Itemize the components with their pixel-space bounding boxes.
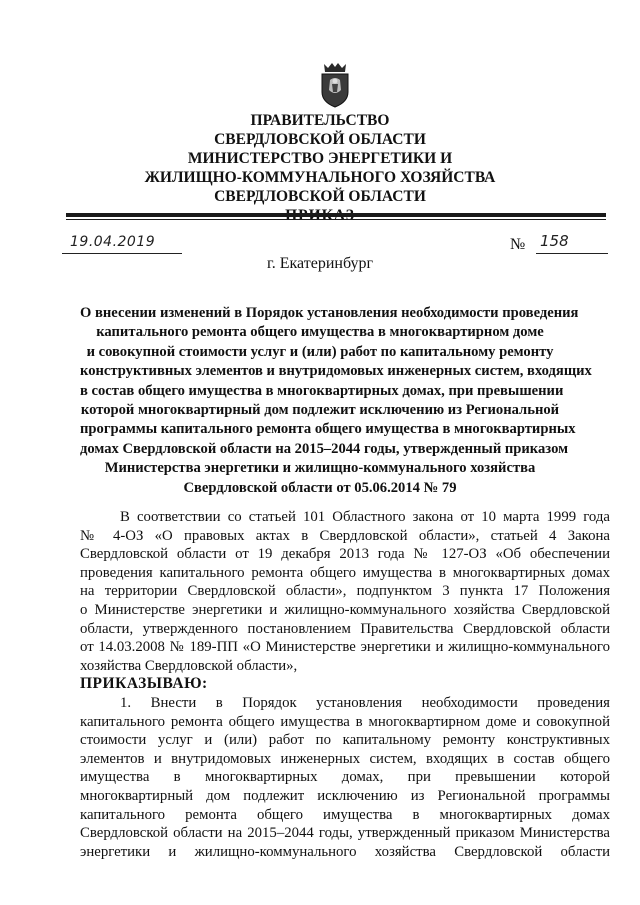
order-title	[80, 304, 592, 498]
body-line: области, утвержденного постановлением Правительства Свердловской области	[80, 620, 610, 637]
number-sign: №	[510, 236, 526, 253]
body-line: № 4-ОЗ «О правовых актах в Свердловской области», статьей 4 Закона	[80, 527, 610, 544]
body-line: Свердловской области от 19 декабря 2013 года № 127-ОЗ «Об обеспечении	[80, 546, 610, 563]
header-line-2: СВЕРДЛОВСКОЙ ОБЛАСТИ	[214, 131, 426, 148]
body-line: от 14.03.2008 № 189-ПП «О Министерстве энергетики и жилищно-коммунального	[80, 639, 610, 656]
title-line: в состав общего имущества в многоквартирных домах, при превышении	[80, 382, 564, 399]
header-divider-thin	[66, 219, 606, 220]
header-line-4: ЖИЛИЩНО-КОММУНАЛЬНОГО ХОЗЯЙСТВА	[144, 169, 496, 186]
header-divider-thick	[66, 213, 606, 217]
header-line-3: МИНИСТЕРСТВО ЭНЕРГЕТИКИ И	[187, 150, 453, 167]
issue-city: г. Екатеринбург	[266, 255, 374, 272]
title-line: Свердловской области от 05.06.2014 № 79	[183, 479, 457, 496]
item-1-paragraph	[80, 694, 610, 861]
coat-of-arms-emblem	[318, 62, 352, 108]
body-line: на территории Свердловской области», подпунктом 3 пункта 17 Положения	[80, 583, 610, 600]
body-line: имущества в многоквартирных домах, при превышении которой	[80, 769, 610, 786]
issuer-header	[0, 111, 640, 225]
title-line: О внесении изменений в Порядок установления необходимости проведения	[80, 305, 579, 321]
order-directive-word: ПРИКАЗЫВАЮ:	[80, 675, 208, 693]
title-line: конструктивных элементов и внутридомовых инженерных систем, входящих	[80, 363, 592, 380]
body-line: элементов и внутридомовых инженерных систем, входящих в состав общего	[80, 750, 610, 767]
body-line: энергетики и жилищно-коммунального хозяйства Свердловской области	[80, 843, 610, 860]
body-line: В соответствии со статьей 101 Областного закона от 10 марта 1999 года	[120, 509, 610, 525]
body-line: Свердловской области на 2015–2044 годы, утвержденный приказом Министерства	[80, 825, 610, 842]
body-line: о Министерстве энергетики и жилищно-коммунального хозяйства Свердловской	[80, 601, 610, 618]
date-underline	[62, 253, 182, 254]
title-line: программы капитального ремонта общего имущества в многоквартирных	[80, 421, 576, 438]
header-line-1: ПРАВИТЕЛЬСТВО	[250, 112, 390, 129]
preamble-paragraph	[80, 508, 610, 675]
header-line-5: СВЕРДЛОВСКОЙ ОБЛАСТИ	[214, 188, 426, 205]
body-line: многоквартирный дом подлежит исключению из Региональной программы	[80, 787, 610, 804]
order-date-value: 19.04.2019	[70, 234, 156, 250]
order-date	[62, 234, 182, 256]
order-number	[498, 232, 608, 256]
body-line: капитального ремонта общего имущества в многоквартирных домах	[80, 806, 610, 823]
title-line: Министерства энергетики и жилищно-коммунального хозяйства	[104, 460, 536, 477]
title-line: домах Свердловской области на 2015–2044 годы, утвержденный приказом	[80, 440, 569, 457]
title-line: и совокупной стоимости услуг и (или) работ по капитальному ремонту	[86, 343, 554, 360]
body-line: стоимости услуг и (или) работ по капитальному ремонту конструктивных	[80, 732, 610, 749]
body-line: капитального ремонта общего имущества в многоквартирном доме и совокупной	[80, 713, 610, 730]
number-underline	[536, 253, 608, 254]
title-line: которой многоквартирный дом подлежит исключению из Региональной	[80, 402, 560, 419]
body-line: хозяйства Свердловской области»,	[80, 657, 298, 674]
title-line: капитального ремонта общего имущества в многоквартирном доме	[96, 324, 544, 341]
order-body	[80, 508, 610, 861]
body-line: проведения капитального ремонта общего имущества в многоквартирных домах	[80, 564, 610, 581]
order-number-value: 158	[540, 232, 569, 250]
body-line: 1. Внести в Порядок установления необходимости проведения	[120, 694, 610, 711]
